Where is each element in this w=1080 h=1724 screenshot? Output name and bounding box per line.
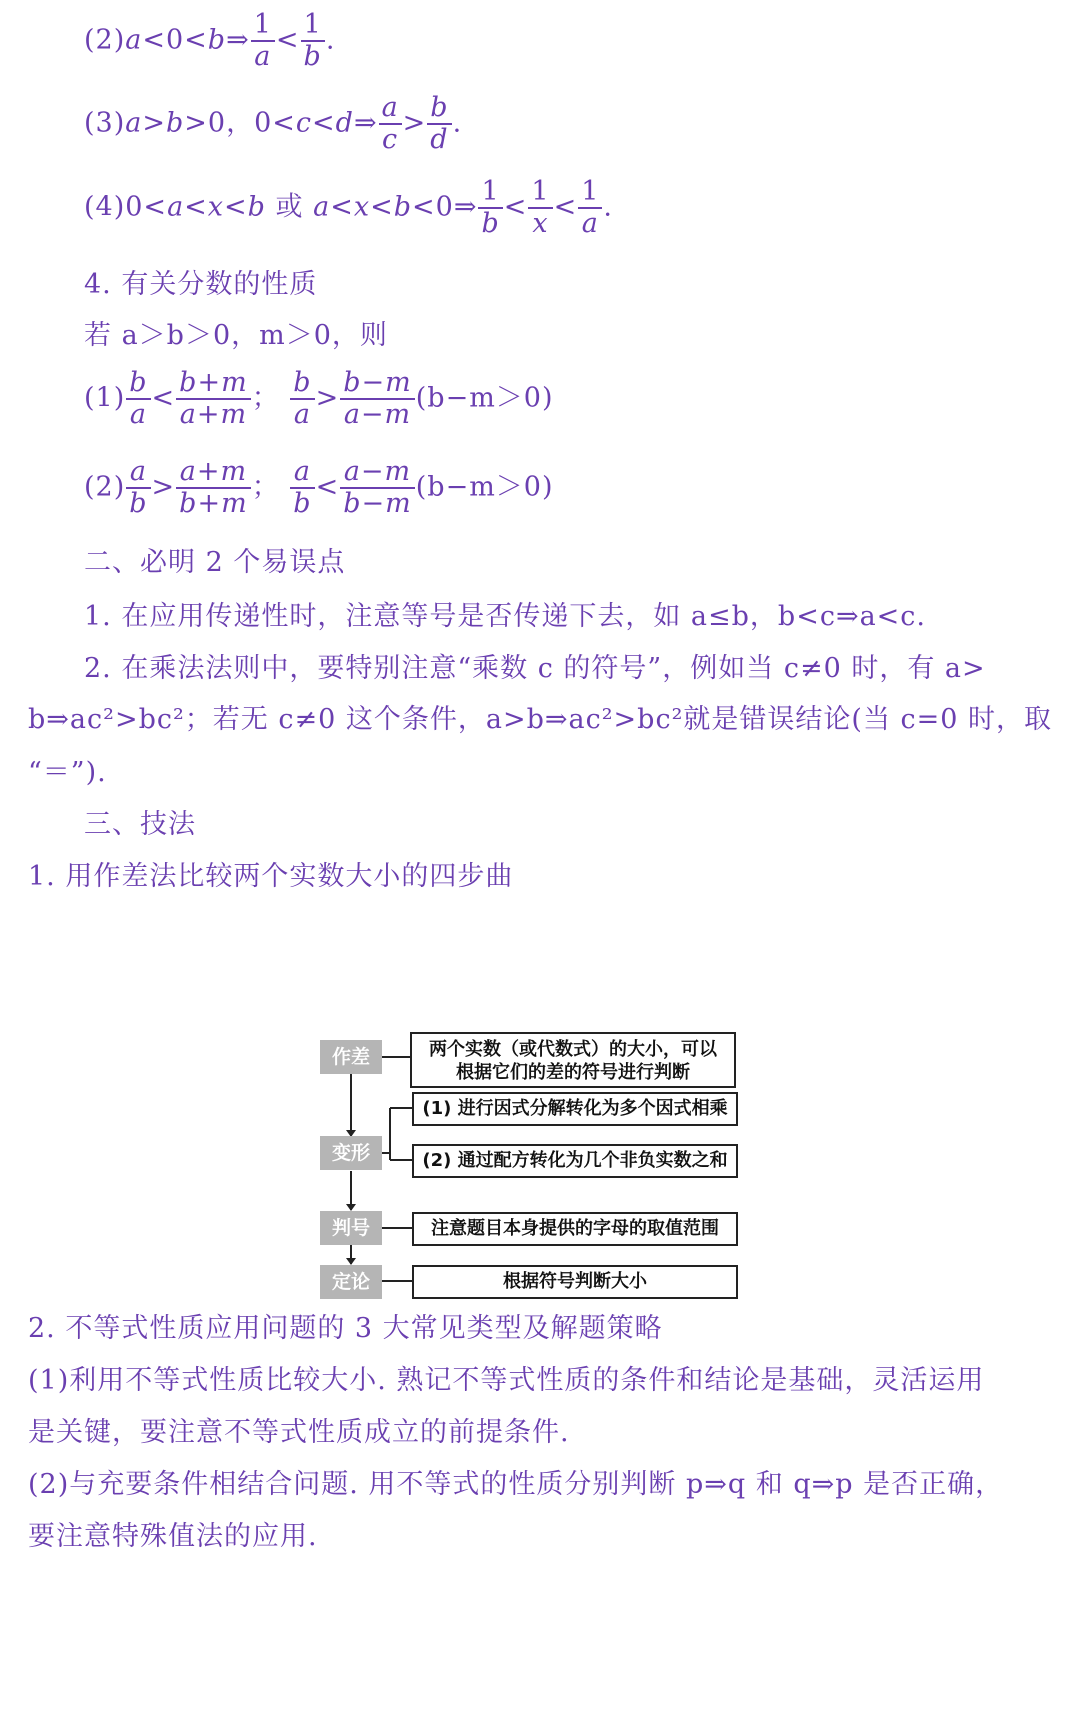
fraction-property-1: (1) $\frac{b}{a}$ < $\frac{b+m}{a+m}$ ； $\frac{b}{a}$ > $\frac{b-m}{a-m}$ (b−m＞0) bbox=[84, 367, 554, 430]
difference-method-flowchart bbox=[320, 1040, 800, 1330]
fraction: $\frac{1}{x}$ bbox=[528, 177, 552, 239]
step-difference: 作差 bbox=[320, 1040, 382, 1074]
fraction-property-2: (2) $\frac{a}{b}$ > $\frac{a+m}{b+m}$ ； $\frac{a}{b}$ < $\frac{a-m}{b-m}$ (b−m＞0) bbox=[84, 456, 554, 519]
property-line-4: (4)0<a<x<b 或 a<x<b<0⇒ $\frac{1}{b}$ < $\frac{1}{x}$ < $\frac{1}{a}$ . bbox=[84, 176, 613, 239]
box-factorization: (1) 进行因式分解转化为多个因式相乘 bbox=[412, 1092, 738, 1126]
box-text: 两个实数（或代数式）的大小，可以 bbox=[429, 1039, 717, 1060]
section-two-heading: 二、必明 2 个易误点 bbox=[84, 547, 346, 578]
step-conclusion: 定论 bbox=[320, 1265, 382, 1299]
property-line-3: (3)a>b>0，0<c<d⇒ $\frac{a}{c}$ > $\frac{b}{d}$ . bbox=[84, 92, 463, 155]
step-sign: 判号 bbox=[320, 1211, 382, 1245]
tip-1: 1. 在应用传递性时，注意等号是否传递下去，如 a≤b，b<c⇒a<c. bbox=[84, 601, 927, 632]
condition-tail: (b−m＞0) bbox=[415, 471, 554, 503]
tip-2-line-3: “＝”). bbox=[28, 757, 107, 788]
box-text: 根据它们的差的符号进行判断 bbox=[456, 1062, 690, 1083]
step-transform: 变形 bbox=[320, 1136, 382, 1170]
tip-2-line-1: 2. 在乘法法则中，要特别注意“乘数 c 的符号”，例如当 c≠0 时，有 a> bbox=[84, 653, 986, 684]
type-1-line-1: (1)利用不等式性质比较大小. 熟记不等式性质的条件和结论是基础，灵活运用 bbox=[28, 1365, 985, 1396]
item-label: (2) bbox=[84, 471, 126, 503]
condition-text: 若 a＞b＞0，m＞0，则 bbox=[84, 320, 388, 351]
box-difference-explanation bbox=[410, 1032, 736, 1088]
type-2-line-2: 要注意特殊值法的应用. bbox=[28, 1521, 318, 1552]
fraction: $\frac{a}{c}$ bbox=[379, 93, 402, 155]
fraction: $\frac{1}{a}$ bbox=[251, 10, 275, 72]
section-three-heading: 三、技法 bbox=[84, 809, 196, 840]
condition-tail: (b−m＞0) bbox=[415, 382, 554, 414]
property-line-2: (2)a<0<b⇒ $\frac{1}{a}$ < $\frac{1}{b}$ . bbox=[84, 9, 336, 72]
item-label: (2) bbox=[84, 24, 126, 56]
fraction: $\frac{1}{a}$ bbox=[578, 177, 602, 239]
fraction: $\frac{1}{b}$ bbox=[301, 10, 325, 72]
fraction: $\frac{1}{b}$ bbox=[478, 177, 502, 239]
heading-fraction-properties: 4. 有关分数的性质 bbox=[84, 269, 318, 300]
item-label: (1) bbox=[84, 382, 126, 414]
math-text: a bbox=[125, 24, 143, 56]
or-text: 或 bbox=[275, 191, 304, 223]
box-variable-range: 注意题目本身提供的字母的取值范围 bbox=[412, 1212, 738, 1246]
type-1-line-2: 是关键，要注意不等式性质成立的前提条件. bbox=[28, 1417, 570, 1448]
tip-2-line-2: b⇒ac²>bc²；若无 c≠0 这个条件，a>b⇒ac²>bc²就是错误结论(当 c=0 时，取 bbox=[28, 704, 1053, 735]
item-label: (3) bbox=[84, 107, 126, 139]
method-2-heading: 2. 不等式性质应用问题的 3 大常见类型及解题策略 bbox=[28, 1313, 663, 1344]
box-complete-square: (2) 通过配方转化为几个非负实数之和 bbox=[412, 1144, 738, 1178]
item-label: (4) bbox=[84, 191, 126, 223]
type-2-line-1: (2)与充要条件相结合问题. 用不等式的性质分别判断 p⇒q 和 q⇒p 是否正确， bbox=[28, 1469, 1004, 1500]
method-1-heading: 1. 用作差法比较两个实数大小的四步曲 bbox=[28, 861, 514, 892]
fraction: $\frac{b}{d}$ bbox=[427, 93, 451, 155]
box-judge-by-sign: 根据符号判断大小 bbox=[412, 1265, 738, 1299]
